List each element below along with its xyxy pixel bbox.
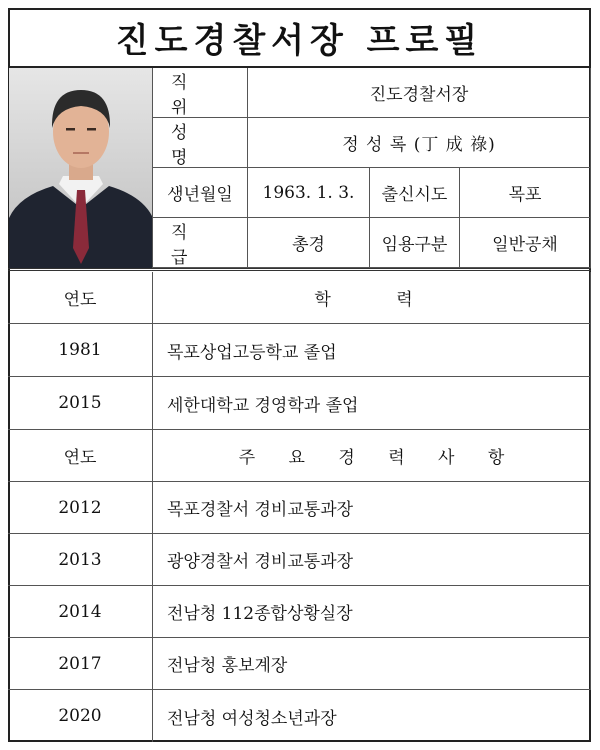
birth-value: 1963. 1. 3.: [248, 168, 370, 218]
page-title: 진도경찰서장 프로필: [8, 8, 591, 68]
career-text: 전남청 홍보계장: [153, 638, 591, 690]
hometown-label: 출신시도: [370, 168, 460, 218]
rank-label: 직 급: [153, 218, 248, 268]
education-year-header: 연도: [8, 272, 153, 324]
hometown-value: 목포: [460, 168, 591, 218]
name-label: 성 명: [153, 118, 248, 168]
education-year: 2015: [8, 377, 153, 430]
career-text: 전남청 여성청소년과장: [167, 708, 337, 729]
appoint-label: 임용구분: [370, 218, 460, 268]
education-header: 학 력: [153, 272, 591, 324]
portrait-photo: [9, 68, 153, 268]
career-year: 2012: [8, 482, 153, 534]
education-year: 1981: [8, 324, 153, 377]
career-text: 전남청 112종합상황실장: [153, 586, 591, 638]
career-year-header: 연도: [8, 430, 153, 482]
appoint-value: 일반공채: [460, 218, 591, 268]
position-label: 직 위: [153, 68, 248, 118]
education-text: 세한대학교 경영학과 졸업: [153, 377, 591, 430]
position-value: 진도경찰서장: [248, 68, 591, 118]
career-year: 2013: [8, 534, 153, 586]
rank-value: 총경: [248, 218, 370, 268]
career-year: 2017: [8, 638, 153, 690]
section-divider: [8, 268, 591, 271]
career-header: 주 요 경 력 사 항: [153, 430, 591, 482]
career-year: 2014: [8, 586, 153, 638]
birth-label: 생년월일: [153, 168, 248, 218]
career-text: 목포경찰서 경비교통과장: [153, 482, 591, 534]
career-text: 광양경찰서 경비교통과장: [153, 534, 591, 586]
education-text: 목포상업고등학교 졸업: [153, 324, 591, 377]
portrait-image: [9, 68, 153, 268]
name-value: 정 성 록 (丁 成 祿): [248, 118, 591, 168]
career-year: 2020: [8, 690, 153, 742]
